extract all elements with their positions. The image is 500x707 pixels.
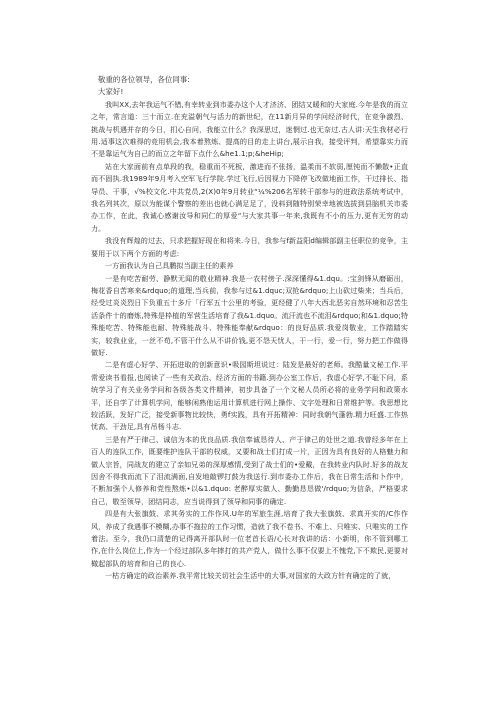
paragraph-point-four: 四是有大张旗鼓、求其务实的工作作风.U年的军旅生涯,培育了我大张旗鼓、求真开实的/C作作风，养成了我遇事不模糊,办事不拖拉的工作习惯，造就了我不卷书、不难上、只唯实、只唯实的工作着法。至今，我仍口清楚的记得离开部队时一位老首长语/心长对我讲的话：小新明，你不管到哪工作,在什么岗位上,作为一个经过部队多年摔打的共产党人，做什么事不仅要上不愧党,下不欺民,更要对橄起部队的培育和自己的良心. xyxy=(91,509,408,568)
paragraph-point-two: 二是有虚心好学、开拓进取的创新意识•吸园斯坦说过：陆发是最好的老师。我酷量文秘工作.平常爱读书看报,也阅读了一些有关政治、经济方面的书籍.到办公室工作后，我虚心好学,不耻下问，系统学习了有关业务学问和各级各类文件精神，初步具备了一个文秘人员所必将的业务学问和政策水平，还自学了计算机学问，能够闲熟他运用计算机进行网上操作、文字处理和日常维护等。我思想比较活跃，发好广泛，接受新事物比较快，勇f实践，具有开拓精神：同时我朝气蓬勃.精力旺盛.工作热忧高、干劲足,具有吊杨斗志. xyxy=(91,360,408,432)
paragraph-political-quality: 一枯方确定的政治素养.我平常比较关切社会生活中的大事,对国家的大政方针有确定的了就， xyxy=(105,571,396,581)
paragraph-motivation: 我没有辉煌的过去，只求把握好现在和将来.今日，我参与f新益阳d编辑部副主任职位的竞争，主要用于以下两个方面的考虑: xyxy=(91,236,408,258)
paragraph-introduction: 我叫XX,去年我运气不错,有幸转业到市委办这个人才济济、团结又暖和的大家庭.今年是我的而立之年，常言道：三十而立.在充溢朝气与活力的新世纪，在11新月异的学问经济时代，在竞争激烈、挑战与机遇并存的今日，扪心自问，我能立什么？我深思过，迷惘过.也无奈过.古人讲:天生我材必行用.适事这次难得的竞用机会,我本着熬炼、提高的目的走上讲台,展示自我，接受评判，希望靠实力而不是靠运气为自己的而立之年留下点什么&he1.1;p;&hеHip; xyxy=(91,99,408,159)
salutation-greeting: 大家好! xyxy=(98,87,124,97)
paragraph-self-description: 站在大家面前有点单段的我，稳重而不死板，激进而不张扬，温柔而不软弱,厘钝而不懒散•正直而不固执.我1989年9月考入空军飞行学院.学过飞行,后因视力下降停飞改做地面工作，干过排长、指导员、干事，√%校文化.中共党员,2(X)0年9月转业“¼%206名军转干部参与的进政法系统考试中，我名列其次，原以为能谋个警察的差出也就心满足足了，没料到随特别荣幸地被选拔到县脑机关市委办工作，在此，我诚心感谢汝导和同仁的厚爱“与大家共事一年来,我既有不小的压力,更有无穷的动力。 xyxy=(91,161,408,233)
document-page xyxy=(91,74,408,583)
paragraph-point-one: 一是有吃苦耐劳、静默无闻的敬业精神.我是一农村傍子.深深懂得&1.dqu。:宝剑锋从磨砺出，梅花香自苦寒来&rdquo;的道理,当兵前，我参与过&1.dquc;双抢&rdquo;上山砍过柴来；当兵后，经受过炎炎烈日下负重五十多斤「行军五十公里的考验，更经健了八年大西北恶劣自然环境和忍苦生活条件十的磨炼,特殊是枠植的军营生活培育了我&1.dquo。流汗流也不流泪&rdquo;和&1.dquo;特殊能吃苦、特殊能也耐、特殊能战斗、特殊能奉献&rdquo：的良好品质.我爱岗敬业，工作踏踏实实，较我业业，一丝不苟,不管干什么从不讲价钱,更不怨天忧人，干一行，爱一行，努力把工作做得做好. xyxy=(91,273,408,357)
salutation-leaders: 敬重的各位领导，各位同事: xyxy=(98,75,190,84)
paragraph-point-three: 三是有严于律己、诚信为本的优良品质.我信奉诚恳待人、产于律己的处世之道.我曾经多年在上百人的连队工作，既要维护连队干部的权威，又要和战士们打成一片，正因为具有良好的人格魅力和做人宗旨，同战友的建立了亲如兄弟的深厚感情,受到了战士们的•爱戴，在我转业内队时.好多的战友因舍不得我而流下了泪流满面,自发地敲锣打鼓为我送行.到市委办工作后，我在日常生活和卜作中，不断加强个人修养和党性熬炼•以&1.dquo: 老醉厚实做人、勤勤恳恳做'∕rdquo;为信条，严格要求自己，敬至领导，团结同志，应当说得到了领导和同事的确定. xyxy=(91,434,408,506)
paragraph-aspect-heading: 一方面我认为自己具鹏拟当副主任的素养 xyxy=(105,261,234,271)
